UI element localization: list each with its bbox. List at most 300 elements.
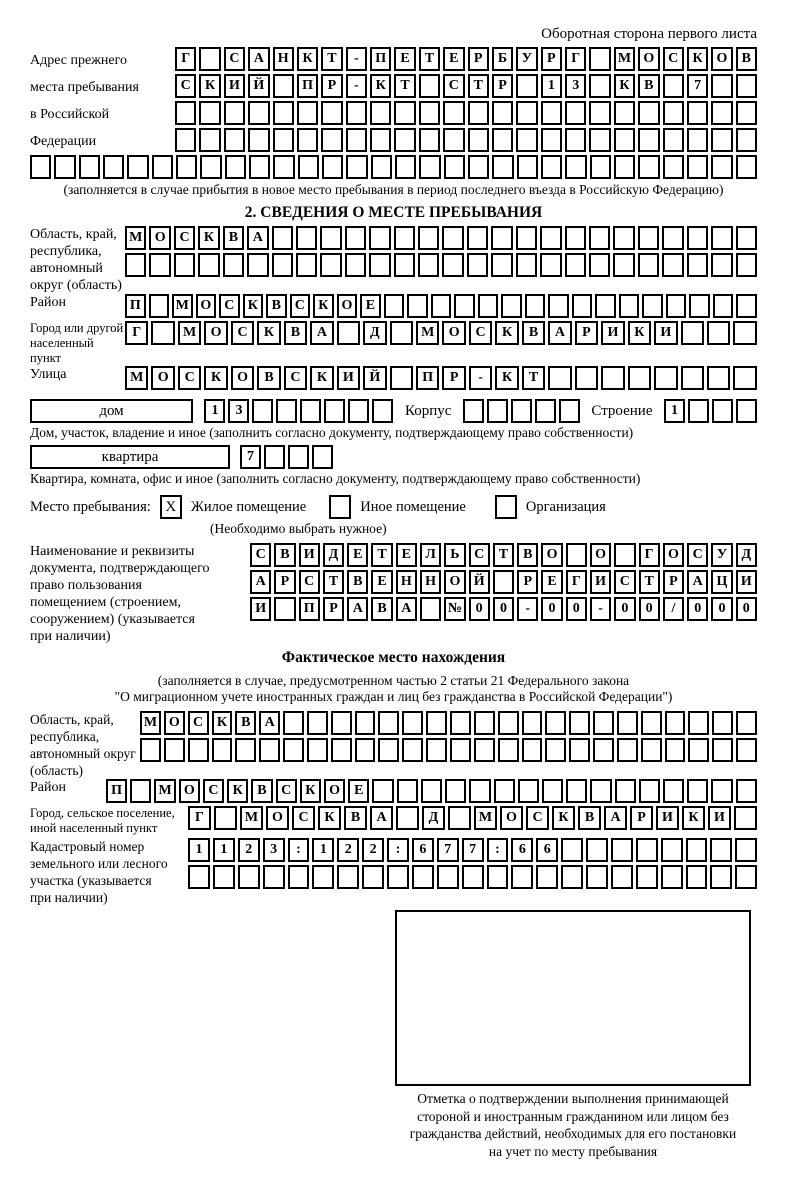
char-cell[interactable]: 2: [337, 838, 359, 862]
char-cell[interactable]: С: [178, 366, 201, 390]
char-cell[interactable]: О: [196, 294, 217, 318]
char-cell[interactable]: В: [223, 226, 244, 250]
char-cell[interactable]: [370, 101, 391, 125]
char-cell[interactable]: 2: [238, 838, 260, 862]
char-cell[interactable]: [590, 155, 611, 179]
char-cell[interactable]: [736, 399, 757, 423]
char-cell[interactable]: [188, 738, 209, 762]
char-cell[interactable]: К: [198, 226, 219, 250]
char-cell[interactable]: [517, 155, 538, 179]
char-cell[interactable]: [617, 738, 638, 762]
char-cell[interactable]: [491, 253, 512, 277]
char-cell[interactable]: О: [204, 321, 227, 345]
char-cell[interactable]: Й: [363, 366, 386, 390]
char-cell[interactable]: А: [370, 806, 393, 830]
char-cell[interactable]: [589, 128, 610, 152]
char-cell[interactable]: Й: [248, 74, 269, 98]
doc-row-2[interactable]: [250, 570, 757, 594]
fact-rayon-row[interactable]: [106, 779, 757, 803]
char-cell[interactable]: [478, 294, 499, 318]
char-cell[interactable]: [394, 128, 415, 152]
char-cell[interactable]: Р: [630, 806, 653, 830]
char-cell[interactable]: [151, 321, 174, 345]
char-cell[interactable]: [300, 399, 321, 423]
char-cell[interactable]: [127, 155, 148, 179]
fact-oblast-row-2[interactable]: [140, 738, 757, 762]
char-cell[interactable]: В: [736, 47, 757, 71]
char-cell[interactable]: [617, 711, 638, 735]
char-cell[interactable]: [711, 128, 732, 152]
prev-address-row-1[interactable]: [175, 47, 757, 71]
char-cell[interactable]: А: [347, 597, 368, 621]
char-cell[interactable]: Е: [541, 570, 562, 594]
char-cell[interactable]: [540, 253, 561, 277]
char-cell[interactable]: [589, 47, 610, 71]
char-cell[interactable]: [346, 155, 367, 179]
char-cell[interactable]: [736, 155, 757, 179]
char-cell[interactable]: [516, 101, 537, 125]
char-cell[interactable]: [394, 253, 415, 277]
char-cell[interactable]: Г: [175, 47, 196, 71]
char-cell[interactable]: Т: [468, 74, 489, 98]
char-cell[interactable]: [474, 711, 495, 735]
char-cell[interactable]: Е: [394, 47, 415, 71]
char-cell[interactable]: [736, 711, 757, 735]
char-cell[interactable]: [188, 865, 210, 889]
char-cell[interactable]: [312, 865, 334, 889]
char-cell[interactable]: 6: [511, 838, 533, 862]
char-cell[interactable]: И: [736, 570, 757, 594]
char-cell[interactable]: [322, 155, 343, 179]
char-cell[interactable]: [431, 294, 452, 318]
char-cell[interactable]: [566, 779, 587, 803]
char-cell[interactable]: 3: [565, 74, 586, 98]
char-cell[interactable]: [614, 101, 635, 125]
char-cell[interactable]: :: [387, 838, 409, 862]
char-cell[interactable]: [590, 779, 611, 803]
char-cell[interactable]: /: [663, 597, 684, 621]
char-cell[interactable]: В: [522, 321, 545, 345]
char-cell[interactable]: [687, 155, 708, 179]
char-cell[interactable]: [736, 101, 757, 125]
s2-city-row[interactable]: [125, 321, 757, 345]
char-cell[interactable]: [444, 155, 465, 179]
char-cell[interactable]: [710, 865, 732, 889]
char-cell[interactable]: [213, 865, 235, 889]
char-cell[interactable]: Г: [125, 321, 148, 345]
char-cell[interactable]: [611, 838, 633, 862]
char-cell[interactable]: [487, 399, 508, 423]
char-cell[interactable]: Т: [323, 570, 344, 594]
char-cell[interactable]: [390, 321, 413, 345]
char-cell[interactable]: [394, 226, 415, 250]
char-cell[interactable]: К: [370, 74, 391, 98]
char-cell[interactable]: [642, 294, 663, 318]
char-cell[interactable]: А: [248, 47, 269, 71]
char-cell[interactable]: Ь: [444, 543, 465, 567]
char-cell[interactable]: -: [590, 597, 611, 621]
char-cell[interactable]: [689, 294, 710, 318]
char-cell[interactable]: М: [240, 806, 263, 830]
char-cell[interactable]: 7: [240, 445, 261, 469]
char-cell[interactable]: Р: [468, 47, 489, 71]
char-cell[interactable]: [445, 779, 466, 803]
char-cell[interactable]: [638, 128, 659, 152]
char-cell[interactable]: [542, 779, 563, 803]
char-cell[interactable]: С: [231, 321, 254, 345]
char-cell[interactable]: Ц: [711, 570, 732, 594]
char-cell[interactable]: [613, 253, 634, 277]
char-cell[interactable]: С: [188, 711, 209, 735]
char-cell[interactable]: П: [106, 779, 127, 803]
char-cell[interactable]: А: [396, 597, 417, 621]
char-cell[interactable]: Р: [323, 597, 344, 621]
char-cell[interactable]: О: [266, 806, 289, 830]
char-cell[interactable]: С: [526, 806, 549, 830]
char-cell[interactable]: [516, 253, 537, 277]
char-cell[interactable]: [681, 366, 704, 390]
char-cell[interactable]: К: [257, 321, 280, 345]
char-cell[interactable]: [733, 366, 756, 390]
char-cell[interactable]: О: [663, 543, 684, 567]
char-cell[interactable]: [516, 74, 537, 98]
char-cell[interactable]: [396, 806, 419, 830]
char-cell[interactable]: К: [687, 47, 708, 71]
char-cell[interactable]: [522, 711, 543, 735]
char-cell[interactable]: [443, 128, 464, 152]
char-cell[interactable]: [164, 738, 185, 762]
char-cell[interactable]: А: [548, 321, 571, 345]
char-cell[interactable]: Г: [639, 543, 660, 567]
char-cell[interactable]: [561, 865, 583, 889]
char-cell[interactable]: С: [614, 570, 635, 594]
char-cell[interactable]: [638, 101, 659, 125]
char-cell[interactable]: [224, 128, 245, 152]
char-cell[interactable]: У: [516, 47, 537, 71]
char-cell[interactable]: [661, 838, 683, 862]
char-cell[interactable]: [565, 101, 586, 125]
char-cell[interactable]: [561, 838, 583, 862]
char-cell[interactable]: [331, 711, 352, 735]
char-cell[interactable]: [450, 738, 471, 762]
char-cell[interactable]: [378, 711, 399, 735]
prev-address-row-3[interactable]: [175, 101, 757, 125]
char-cell[interactable]: Г: [188, 806, 211, 830]
char-cell[interactable]: У: [711, 543, 732, 567]
char-cell[interactable]: О: [151, 366, 174, 390]
char-cell[interactable]: [264, 445, 285, 469]
char-cell[interactable]: Г: [565, 47, 586, 71]
char-cell[interactable]: [346, 101, 367, 125]
char-cell[interactable]: И: [250, 597, 271, 621]
char-cell[interactable]: [149, 253, 170, 277]
char-cell[interactable]: И: [224, 74, 245, 98]
char-cell[interactable]: Р: [541, 47, 562, 71]
char-cell[interactable]: М: [125, 226, 146, 250]
char-cell[interactable]: [548, 366, 571, 390]
char-cell[interactable]: С: [224, 47, 245, 71]
char-cell[interactable]: №: [444, 597, 465, 621]
char-cell[interactable]: [589, 253, 610, 277]
char-cell[interactable]: Е: [348, 779, 369, 803]
char-cell[interactable]: С: [219, 294, 240, 318]
char-cell[interactable]: [736, 253, 757, 277]
char-cell[interactable]: [259, 738, 280, 762]
char-cell[interactable]: Е: [371, 570, 392, 594]
char-cell[interactable]: 0: [736, 597, 757, 621]
char-cell[interactable]: [307, 711, 328, 735]
char-cell[interactable]: Т: [394, 74, 415, 98]
char-cell[interactable]: С: [299, 570, 320, 594]
char-cell[interactable]: [492, 128, 513, 152]
char-cell[interactable]: [569, 711, 590, 735]
char-cell[interactable]: А: [247, 226, 268, 250]
char-cell[interactable]: М: [614, 47, 635, 71]
char-cell[interactable]: [247, 253, 268, 277]
apartment-cells[interactable]: [240, 445, 333, 469]
char-cell[interactable]: В: [347, 570, 368, 594]
char-cell[interactable]: Р: [575, 321, 598, 345]
char-cell[interactable]: [307, 738, 328, 762]
char-cell[interactable]: [614, 155, 635, 179]
char-cell[interactable]: 0: [711, 597, 732, 621]
char-cell[interactable]: [103, 155, 124, 179]
char-cell[interactable]: М: [416, 321, 439, 345]
char-cell[interactable]: [283, 738, 304, 762]
char-cell[interactable]: А: [259, 711, 280, 735]
char-cell[interactable]: [614, 543, 635, 567]
char-cell[interactable]: М: [178, 321, 201, 345]
char-cell[interactable]: [252, 399, 273, 423]
char-cell[interactable]: В: [638, 74, 659, 98]
char-cell[interactable]: В: [235, 711, 256, 735]
char-cell[interactable]: [711, 779, 732, 803]
char-cell[interactable]: П: [299, 597, 320, 621]
char-cell[interactable]: [498, 738, 519, 762]
char-cell[interactable]: [421, 779, 442, 803]
char-cell[interactable]: А: [250, 570, 271, 594]
char-cell[interactable]: [663, 101, 684, 125]
char-cell[interactable]: [663, 74, 684, 98]
char-cell[interactable]: [419, 128, 440, 152]
char-cell[interactable]: [369, 226, 390, 250]
char-cell[interactable]: 1: [204, 399, 225, 423]
char-cell[interactable]: [666, 294, 687, 318]
char-cell[interactable]: [321, 101, 342, 125]
stay-type-checkbox-inoe[interactable]: [329, 495, 351, 519]
char-cell[interactable]: И: [654, 321, 677, 345]
char-cell[interactable]: [595, 294, 616, 318]
char-cell[interactable]: 3: [228, 399, 249, 423]
char-cell[interactable]: О: [590, 543, 611, 567]
char-cell[interactable]: О: [444, 570, 465, 594]
char-cell[interactable]: [468, 101, 489, 125]
char-cell[interactable]: [276, 399, 297, 423]
stay-type-checkbox-org[interactable]: [495, 495, 517, 519]
char-cell[interactable]: М: [140, 711, 161, 735]
char-cell[interactable]: [442, 253, 463, 277]
char-cell[interactable]: В: [344, 806, 367, 830]
char-cell[interactable]: [707, 366, 730, 390]
char-cell[interactable]: О: [500, 806, 523, 830]
char-cell[interactable]: [487, 865, 509, 889]
char-cell[interactable]: М: [154, 779, 175, 803]
char-cell[interactable]: Р: [492, 74, 513, 98]
char-cell[interactable]: [249, 155, 270, 179]
char-cell[interactable]: [378, 738, 399, 762]
char-cell[interactable]: [384, 294, 405, 318]
char-cell[interactable]: С: [174, 226, 195, 250]
char-cell[interactable]: О: [149, 226, 170, 250]
char-cell[interactable]: [149, 294, 170, 318]
char-cell[interactable]: [493, 570, 514, 594]
s2-street-row[interactable]: [125, 366, 757, 390]
char-cell[interactable]: [492, 101, 513, 125]
char-cell[interactable]: С: [250, 543, 271, 567]
char-cell[interactable]: Д: [363, 321, 386, 345]
char-cell[interactable]: [687, 779, 708, 803]
char-cell[interactable]: [407, 294, 428, 318]
char-cell[interactable]: Б: [492, 47, 513, 71]
char-cell[interactable]: [494, 779, 515, 803]
char-cell[interactable]: [175, 101, 196, 125]
char-cell[interactable]: [641, 738, 662, 762]
char-cell[interactable]: К: [297, 47, 318, 71]
s2-oblast-row-2[interactable]: [125, 253, 757, 277]
char-cell[interactable]: И: [590, 570, 611, 594]
char-cell[interactable]: С: [284, 366, 307, 390]
char-cell[interactable]: К: [310, 366, 333, 390]
char-cell[interactable]: К: [199, 74, 220, 98]
char-cell[interactable]: [468, 155, 489, 179]
char-cell[interactable]: 7: [687, 74, 708, 98]
char-cell[interactable]: 1: [664, 399, 685, 423]
char-cell[interactable]: 6: [412, 838, 434, 862]
char-cell[interactable]: [541, 128, 562, 152]
char-cell[interactable]: [707, 321, 730, 345]
char-cell[interactable]: К: [628, 321, 651, 345]
char-cell[interactable]: [511, 865, 533, 889]
char-cell[interactable]: [663, 779, 684, 803]
char-cell[interactable]: Т: [419, 47, 440, 71]
prev-address-row-4[interactable]: [175, 128, 757, 152]
char-cell[interactable]: [469, 779, 490, 803]
char-cell[interactable]: [412, 865, 434, 889]
char-cell[interactable]: П: [370, 47, 391, 71]
char-cell[interactable]: С: [175, 74, 196, 98]
char-cell[interactable]: [638, 253, 659, 277]
char-cell[interactable]: [320, 226, 341, 250]
char-cell[interactable]: Е: [347, 543, 368, 567]
char-cell[interactable]: [418, 226, 439, 250]
char-cell[interactable]: [296, 226, 317, 250]
char-cell[interactable]: [420, 597, 441, 621]
char-cell[interactable]: [273, 101, 294, 125]
char-cell[interactable]: [681, 321, 704, 345]
char-cell[interactable]: 0: [493, 597, 514, 621]
char-cell[interactable]: [713, 294, 734, 318]
char-cell[interactable]: Р: [663, 570, 684, 594]
cadastral-row-1[interactable]: [188, 838, 757, 862]
char-cell[interactable]: И: [708, 806, 731, 830]
char-cell[interactable]: [337, 321, 360, 345]
s2-rayon-row[interactable]: [125, 294, 757, 318]
char-cell[interactable]: [199, 101, 220, 125]
char-cell[interactable]: [296, 253, 317, 277]
char-cell[interactable]: [710, 838, 732, 862]
char-cell[interactable]: [462, 865, 484, 889]
char-cell[interactable]: [395, 155, 416, 179]
char-cell[interactable]: [687, 101, 708, 125]
char-cell[interactable]: [297, 128, 318, 152]
char-cell[interactable]: 3: [263, 838, 285, 862]
char-cell[interactable]: [735, 838, 757, 862]
char-cell[interactable]: [545, 738, 566, 762]
char-cell[interactable]: [274, 597, 295, 621]
char-cell[interactable]: [419, 155, 440, 179]
char-cell[interactable]: [641, 711, 662, 735]
char-cell[interactable]: [331, 738, 352, 762]
char-cell[interactable]: К: [614, 74, 635, 98]
char-cell[interactable]: [437, 865, 459, 889]
char-cell[interactable]: [711, 253, 732, 277]
char-cell[interactable]: [390, 366, 413, 390]
char-cell[interactable]: Т: [522, 366, 545, 390]
char-cell[interactable]: [619, 294, 640, 318]
char-cell[interactable]: С: [203, 779, 224, 803]
char-cell[interactable]: [638, 155, 659, 179]
char-cell[interactable]: [687, 253, 708, 277]
char-cell[interactable]: П: [416, 366, 439, 390]
char-cell[interactable]: [711, 155, 732, 179]
char-cell[interactable]: П: [297, 74, 318, 98]
prev-address-row-2[interactable]: [175, 74, 757, 98]
char-cell[interactable]: С: [443, 74, 464, 98]
char-cell[interactable]: Г: [566, 570, 587, 594]
char-cell[interactable]: [263, 865, 285, 889]
char-cell[interactable]: [516, 226, 537, 250]
char-cell[interactable]: В: [257, 366, 280, 390]
char-cell[interactable]: [535, 399, 556, 423]
char-cell[interactable]: [324, 399, 345, 423]
char-cell[interactable]: С: [292, 806, 315, 830]
char-cell[interactable]: Т: [371, 543, 392, 567]
char-cell[interactable]: Е: [443, 47, 464, 71]
char-cell[interactable]: О: [324, 779, 345, 803]
char-cell[interactable]: [662, 253, 683, 277]
char-cell[interactable]: :: [288, 838, 310, 862]
char-cell[interactable]: [662, 226, 683, 250]
char-cell[interactable]: О: [638, 47, 659, 71]
char-cell[interactable]: [688, 711, 709, 735]
char-cell[interactable]: Н: [273, 47, 294, 71]
char-cell[interactable]: [516, 128, 537, 152]
char-cell[interactable]: [448, 806, 471, 830]
char-cell[interactable]: [711, 74, 732, 98]
char-cell[interactable]: [355, 738, 376, 762]
char-cell[interactable]: [337, 865, 359, 889]
char-cell[interactable]: [575, 366, 598, 390]
char-cell[interactable]: [565, 155, 586, 179]
char-cell[interactable]: [238, 865, 260, 889]
char-cell[interactable]: [492, 155, 513, 179]
char-cell[interactable]: [176, 155, 197, 179]
char-cell[interactable]: [30, 155, 51, 179]
char-cell[interactable]: -: [517, 597, 538, 621]
char-cell[interactable]: [665, 738, 686, 762]
char-cell[interactable]: [736, 294, 757, 318]
char-cell[interactable]: 0: [469, 597, 490, 621]
